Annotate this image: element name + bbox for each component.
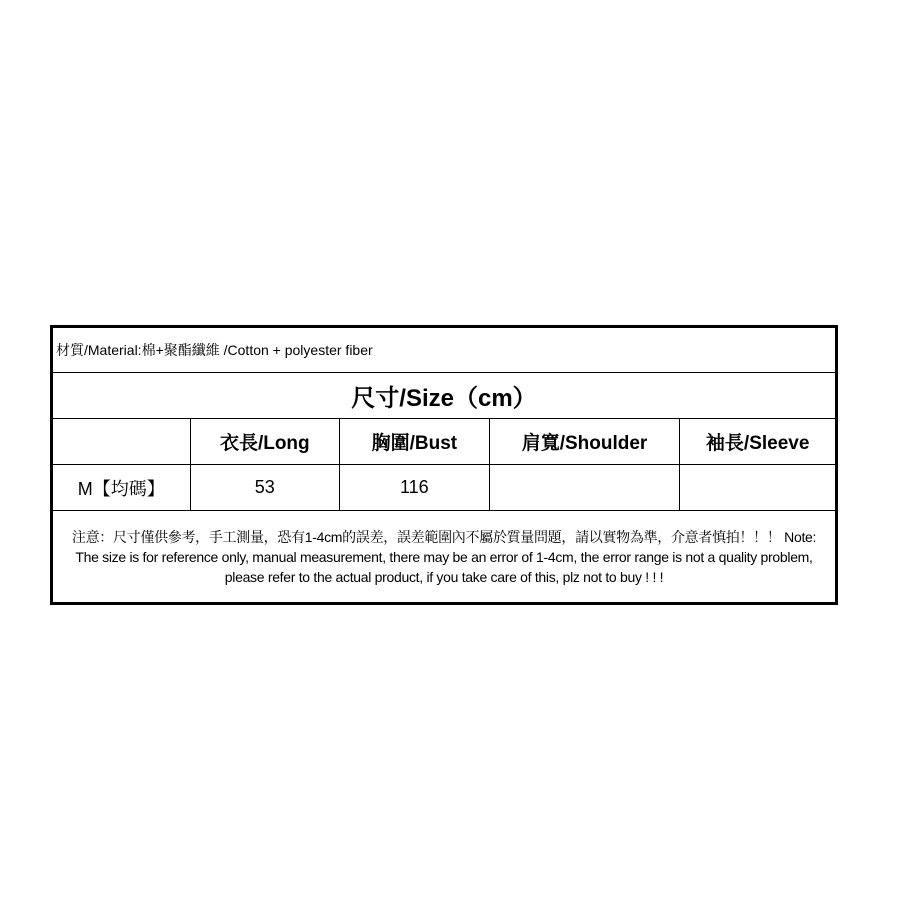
header-size-cell — [52, 419, 191, 465]
header-long: 衣長/Long — [190, 419, 340, 465]
size-label: M【均碼】 — [52, 465, 191, 511]
bust-value: 116 — [340, 465, 490, 511]
table-row — [52, 465, 837, 511]
header-sleeve: 袖長/Sleeve — [680, 419, 837, 465]
header-row — [52, 419, 837, 465]
material-row — [52, 327, 837, 373]
sleeve-value — [680, 465, 837, 511]
note-row — [52, 511, 837, 604]
size-note: 注意：尺寸僅供參考，手工測量，恐有1-4cm的誤差，誤差範圍內不屬於質量問題，請以實物為準，介意者慎拍！！！ Note: The size is for reference only, manual measurement, there may be an error of 1-4cm, the error range is not a quality problem, please refer to the actual product, if you take care of this, plz not to buy ! ! ! — [52, 511, 837, 604]
title-row — [52, 373, 837, 419]
size-chart-title: 尺寸/Size（cm） — [52, 373, 837, 419]
long-value: 53 — [190, 465, 340, 511]
header-shoulder: 肩寬/Shoulder — [489, 419, 680, 465]
header-bust: 胸圍/Bust — [340, 419, 490, 465]
size-chart-table — [50, 325, 838, 605]
shoulder-value — [489, 465, 680, 511]
material-text: 材質/Material:棉+聚酯纖維 /Cotton + polyester fiber — [52, 327, 837, 373]
